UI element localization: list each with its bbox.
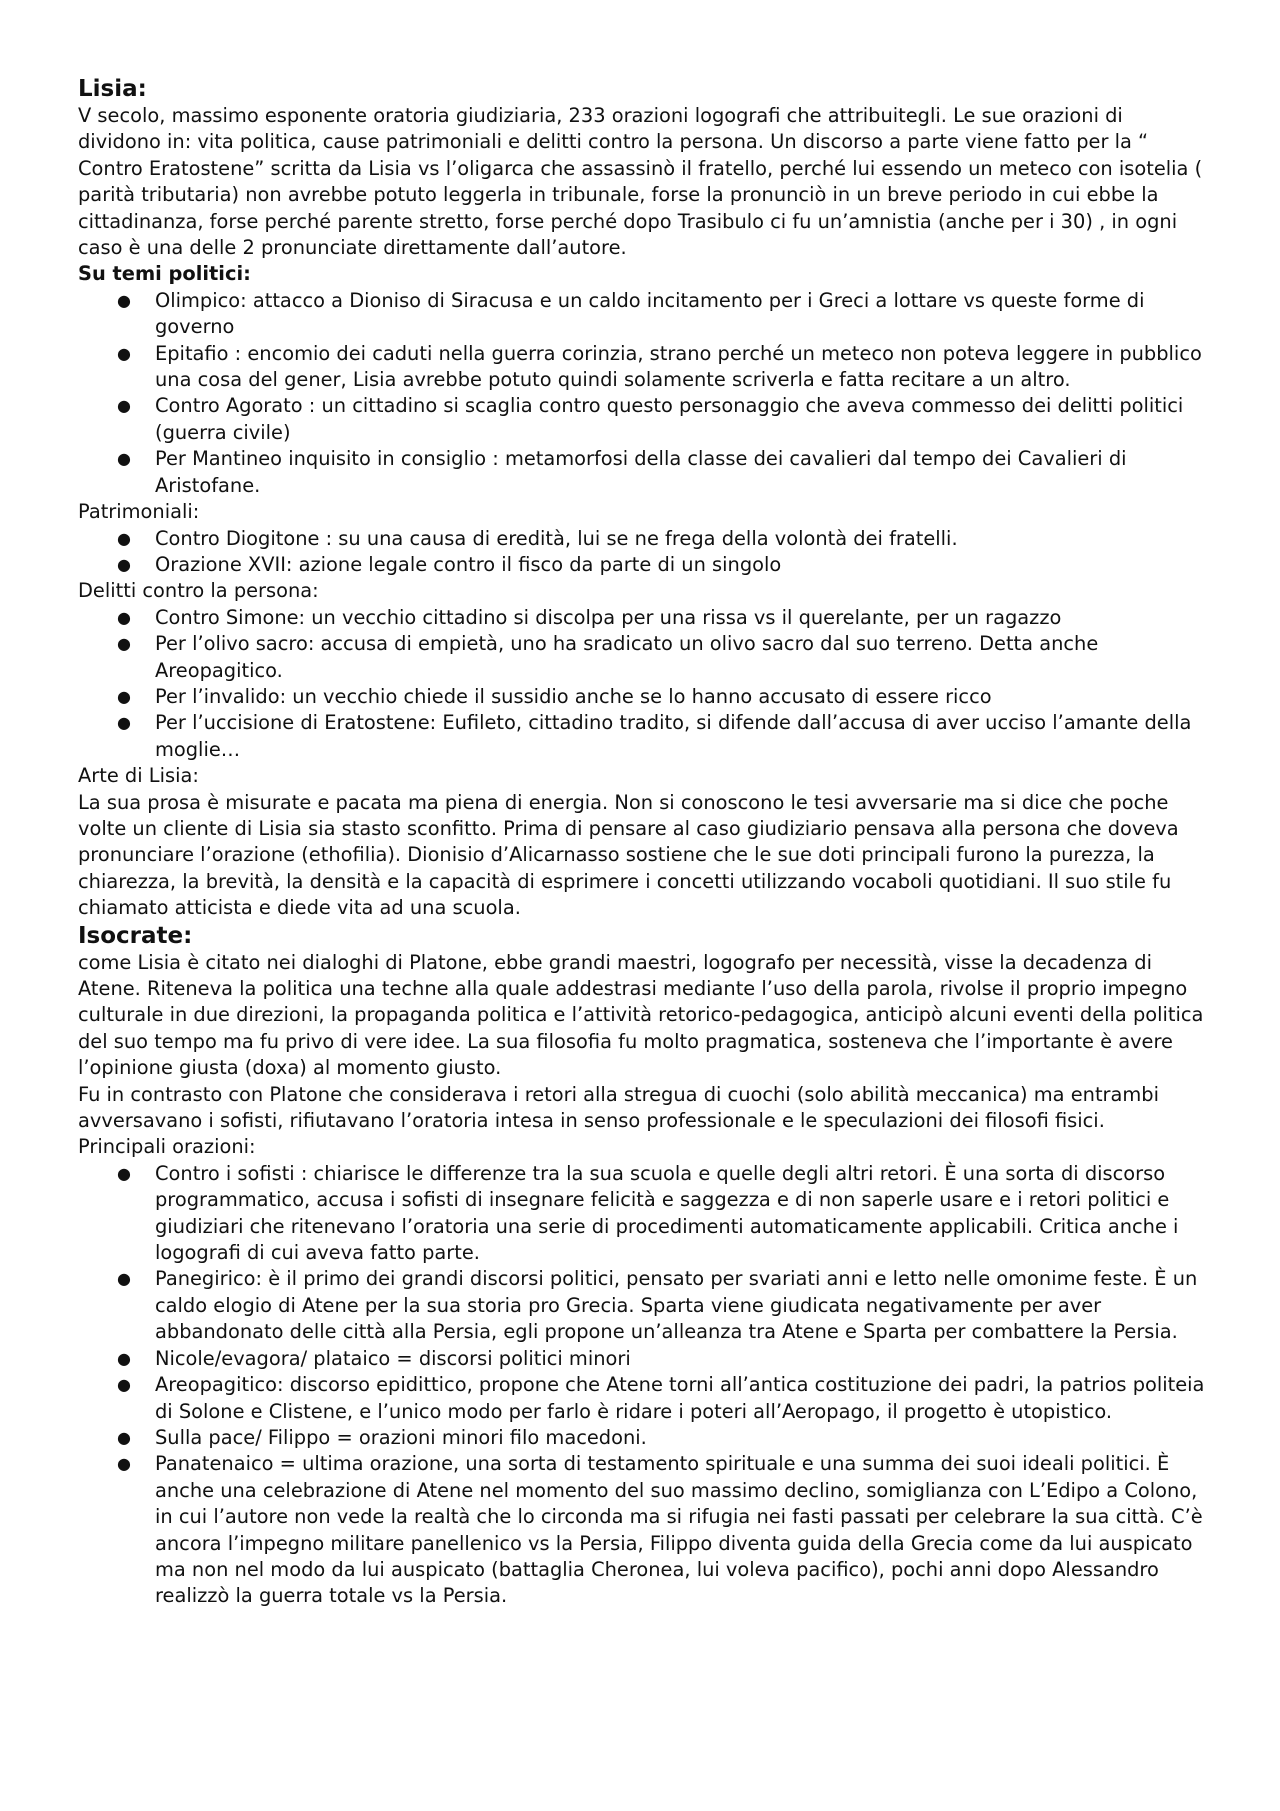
list-item: ● Panatenaico = ultima orazione, una sorta di testamento spirituale e una summa dei suoi ideali politici. È anche una celebrazione di Atene nel momento del suo massimo declino, somiglianza con L’Edipo a Colono, in cui l’autore non vede la realtà che lo circonda ma si rifugia nei fasti passati per celebrare la sua città. C’è ancora l’impegno militare panellenico vs la Persia, Filippo diventa guida della Grecia come da lui auspicato ma non nel modo da lui auspicato (battaglia Cheronea, lui voleva pacifico), pochi anni dopo Alessandro realizzò la guerra totale vs la Persia. [117,1452,1203,1608]
list-item: ● Contro Simone: un vecchio cittadino si discolpa per una rissa vs il querelante, per un ragazzo [155,605,1206,631]
list-item: ● Contro Agorato : un cittadino si scaglia contro questo personaggio che aveva commesso dei delitti politici (guerra civile) [117,394,1184,444]
list-item: ● Olimpico: attacco a Dioniso di Siracusa e un caldo incitamento per i Greci a lottare vs queste forme di governo [117,288,1145,339]
isocrate-title: Isocrate: [78,922,193,949]
patrimoniali-heading: Patrimoniali: [78,500,200,524]
lisia-intro: V secolo, massimo esponente oratoria giudiziaria, 233 orazioni logografi che attribuitegli. Le sue orazioni di dividono in: vita politica, cause patrimoniali e delitti contro la persona. Un discorso a parte viene fatto per la “ Contro Eratostene” scritta da Lisia vs l’oligarca che assassinò il fratello, perché lui essendo un meteco con isotelia ( parità tributaria) non avrebbe potuto leggerla in tribunale, forse la pronunciò in un breve periodo in cui ebbe la cittadinanza, forse perché parente stretto, forse perché dopo Trasibulo ci fu un’amnistia (anche per i 30) , in ogni caso è una delle 2 pronunciate direttamente dall’autore. [78,104,1203,260]
list-item: ● Nicole/evagora/ plataico = discorsi politici minori [155,1346,1206,1372]
orazioni-list [78,1161,1206,1610]
bullet-icon: ● [117,1269,131,1289]
bullet-icon: ● [117,449,131,469]
list-item: ● Sulla pace/ Filippo = orazioni minori filo macedoni. [155,1425,1206,1451]
list-item: ● Contro i sofisti : chiarisce le differenze tra la sua scuola e quelle degli altri retori. È una sorta di discorso programmatico, accusa i sofisti di insegnare felicità e saggezza e di non saperle usare e i retori politici e giudiziari che ritenevano l’oratoria una serie di procedimenti automaticamente applicabili. Critica anche i logografi di cui aveva fatto parte. [117,1161,1179,1265]
list-item: ● Per l’uccisione di Eratostene: Eufileto, cittadino tradito, si difende dall’accusa di aver ucciso l’amante della moglie… [117,711,1192,761]
bullet-icon: ● [117,290,131,310]
bullet-icon: ● [117,554,131,574]
bullet-icon: ● [117,1454,131,1474]
list-item: ● Orazione XVII: azione legale contro il fisco da parte di un singolo [155,552,1206,578]
list-item: ● Epitafio : encomio dei caduti nella guerra corinzia, strano perché un meteco non poteva leggere in pubblico una cosa del gener, Lisia avrebbe potuto quindi solamente scriverla e fatta recitare a un altro. [117,341,1202,392]
isocrate-intro: come Lisia è citato nei dialoghi di Platone, ebbe grandi maestri, logografo per necessità, visse la decadenza di Atene. Riteneva la politica una techne alla quale addestrasi mediante l’uso della parola, rivolse il proprio impegno culturale in due direzioni, la propaganda politica e l’attività retorico-pedagogica, anticipò alcuni eventi della politica del suo tempo ma fu privo di vere idee. La sua filosofia fu molto pragmatica, sosteneva che l’importante è avere l’opinione giusta (doxa) al momento giusto. [78,950,1204,1080]
list-item: ● Areopagitico: discorso epidittico, propone che Atene torni all’antica costituzione dei padri, la patrios politeia di Solone e Clistene, e l’unico modo per farlo è ridare i poteri all’Aeropago, il progetto è utopistico. [117,1373,1205,1423]
bullet-icon: ● [117,1348,131,1368]
temi-politici-heading: Su temi politici: [78,262,251,286]
bullet-icon: ● [117,1427,131,1447]
list-item: ● Per l’olivo sacro: accusa di empietà, uno ha sradicato un olivo sacro dal suo terreno. Detta anche Areopagitico. [117,632,1099,682]
orazioni-heading: Principali orazioni: [78,1135,256,1159]
bullet-icon: ● [117,1163,131,1183]
list-item: ● Per l’invalido: un vecchio chiede il sussidio anche se lo hanno accusato di essere ricco [155,684,1206,710]
bullet-icon: ● [117,686,131,706]
arte-text: La sua prosa è misurate e pacata ma piena di energia. Non si conoscono le tesi avversarie ma si dice che poche volte un cliente di Lisia sia stasto sconfitto. Prima di pensare al caso giudiziario pensava alla persona che doveva pronunciare l’orazione (ethofilia). Dionisio d’Alicarnasso sostiene che le sue doti principali furono la purezza, la chiarezza, la brevità, la densità e la capacità di esprimere i concetti utilizzando vocaboli quotidiani. Il suo stile fu chiamato atticista e diede vita ad una scuola. [78,790,1179,920]
bullet-icon: ● [117,396,131,416]
isocrate-platone: Fu in contrasto con Platone che considerava i retori alla stregua di cuochi (solo abilità meccanica) ma entrambi avversavano i sofisti, rifiutavano l’oratoria intesa in senso professionale e le speculazioni dei filosofi fisici. [78,1082,1159,1133]
list-item: ● Per Mantineo inquisito in consiglio : metamorfosi della classe dei cavalieri dal tempo dei Cavalieri di Aristofane. [117,447,1127,497]
lisia-title: Lisia: [78,76,147,102]
bullet-icon: ● [117,528,131,548]
list-item: ● Panegirico: è il primo dei grandi discorsi politici, pensato per svariati anni e letto nelle omonime feste. È un caldo elogio di Atene per la sua storia pro Grecia. Sparta viene giudicata negativamente per aver abbandonato delle città alla Persia, egli propone un’alleanza tra Atene e Sparta per combattere la Persia. [117,1267,1198,1344]
list-item: ● Contro Diogitone : su una causa di eredità, lui se ne frega della volontà dei fratelli. [155,526,1206,552]
bullet-icon: ● [117,634,131,654]
arte-heading: Arte di Lisia: [78,764,199,788]
delitti-heading: Delitti contro la persona: [78,579,319,603]
patrimoniali-list [78,526,1206,579]
bullet-icon: ● [117,1375,131,1395]
bullet-icon: ● [117,713,131,733]
bullet-icon: ● [117,607,131,627]
delitti-list [78,605,1206,763]
bullet-icon: ● [117,343,131,363]
temi-politici-list [78,288,1206,499]
